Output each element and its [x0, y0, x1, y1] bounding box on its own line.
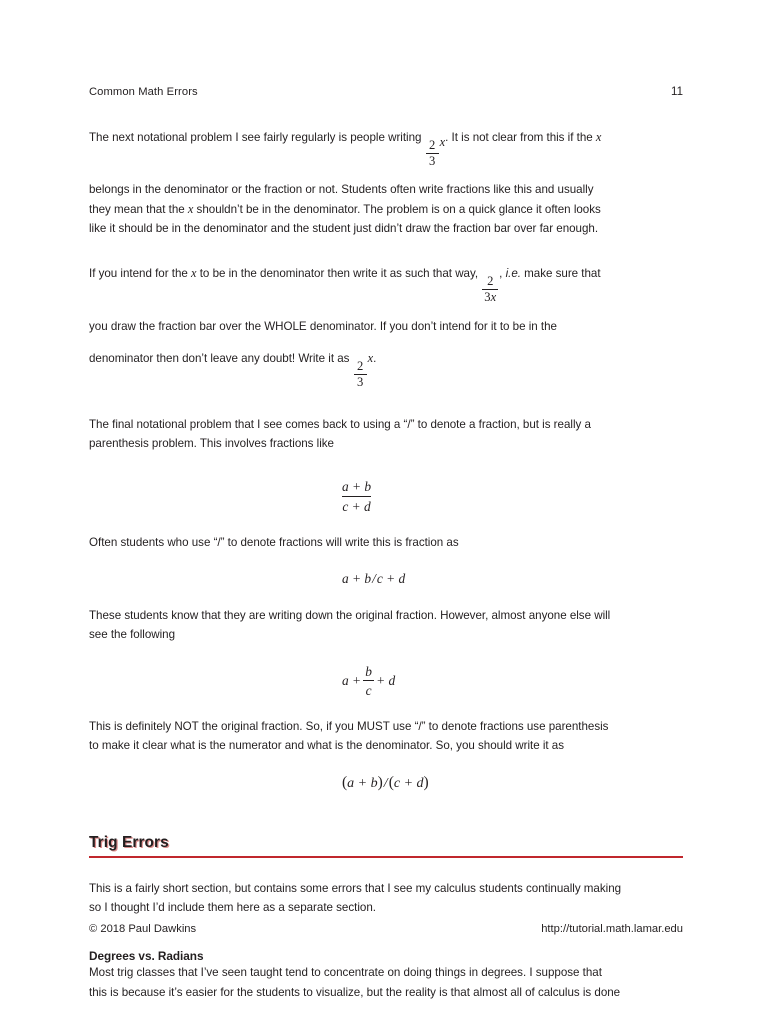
equation-row: [342, 664, 395, 698]
close-paren-2: ): [423, 774, 429, 792]
spacer: [89, 389, 683, 415]
paragraph-trig-intro-2: so I thought I’d include them here as a separate section.: [89, 901, 376, 915]
inline-fraction-two-thirds: [354, 360, 367, 389]
p2-variable: x: [191, 266, 197, 281]
paragraph-definitely-not-2: to make it clear what is the numerator and what is the denominator. So, you should write it as: [89, 738, 564, 752]
paragraph-slash-parenthesis-2: parenthesis problem. This involves fractions like: [89, 436, 334, 450]
p1-after-variable: x: [595, 130, 602, 144]
header-title: Common Math Errors: [89, 86, 198, 98]
equation-inner-1: a + b: [347, 776, 378, 792]
p2-period: .: [373, 352, 377, 366]
spacer: [89, 645, 683, 664]
denominator-coefficient: 3: [484, 290, 491, 305]
close-paren-1: ): [377, 774, 383, 792]
stacked-fraction: [363, 664, 374, 698]
fraction-trailing-variable: x: [367, 351, 374, 366]
paragraph-degrees-radians-1: Most trig classes that I’ve seen taught tend to concentrate on doing things in degrees. I suppose that: [89, 966, 602, 980]
inline-fraction-two-over-three-x: [482, 275, 498, 304]
running-footer: [89, 923, 683, 935]
p1-cont2-variable: x: [187, 201, 194, 216]
open-paren-1: (: [342, 774, 348, 792]
equation-denominator: c + d: [342, 498, 371, 514]
page-number: 11: [671, 86, 683, 98]
paragraph-these-students-1: These students know that they are writing down the original fraction. However, almost anyone else will: [89, 609, 611, 623]
equation-inner-2: c + d: [393, 776, 424, 792]
p2-ie-italic: i.e.: [505, 267, 521, 281]
document-page: [89, 0, 683, 1024]
fraction-numerator: 2: [429, 137, 436, 152]
subsection-heading-degrees-vs-radians: Degrees vs. Radians: [89, 949, 204, 964]
slash-symbol: /: [372, 571, 376, 587]
paragraph-intend-denominator: [89, 264, 683, 303]
spacer: [89, 587, 683, 606]
spacer: [89, 698, 683, 717]
display-equation-stacked-fraction: [89, 479, 683, 514]
paragraph-notational-problem-cont1: belongs in the denominator or the fraction or not. Students often write fractions like this and usually: [89, 183, 594, 197]
p2-after: make sure that: [520, 267, 601, 281]
paragraph-degrees-radians-2: this is because it’s easier for the students to visualize, but the reality is that almost all of calculus is done: [89, 985, 621, 999]
paragraph-these-students-2: see the following: [89, 628, 176, 642]
paragraph-definitely-not-1: This is definitely NOT the original fraction. So, if you MUST use “/” to denote fractions use parenthesis: [89, 719, 609, 733]
spacer: [89, 755, 683, 774]
inline-fraction-two-thirds-x: [426, 139, 439, 168]
paragraph-notational-problem-cont3: like it should be in the denominator and the student just didn’t draw the fraction bar over far enough.: [89, 222, 599, 236]
equation-tail-term: + d: [376, 672, 396, 688]
fraction-denominator: 3: [429, 153, 436, 168]
spacer: [89, 792, 683, 834]
p1-before: The next notational problem I see fairly regularly is people writing: [89, 131, 422, 144]
paragraph-notational-problem-cont2: [89, 200, 683, 219]
fraction-numerator: b: [365, 663, 372, 679]
spacer: [89, 552, 683, 571]
fraction-denominator: 3: [357, 374, 364, 389]
spacer: [89, 336, 683, 349]
paragraph-whole-denominator: you draw the fraction bar over the WHOLE denominator. If you don’t intend for it to be in the: [89, 319, 557, 333]
p2-before-a: If you intend for the: [89, 267, 192, 281]
paragraph-write-it-as: [89, 349, 683, 388]
equation-right-operand: c + d: [376, 571, 406, 587]
fraction-numerator: 2: [487, 274, 494, 289]
fraction-numerator: 2: [357, 358, 364, 373]
display-equation-parenthesized: [89, 774, 683, 792]
fraction-bar: [342, 496, 371, 497]
equation-numerator: a + b: [342, 479, 372, 495]
p1-cont2-b: shouldn’t be in the denominator. The problem is on a quick glance it often looks: [193, 202, 601, 216]
p2-before-b: to be in the denominator then write it as such that way,: [196, 267, 482, 281]
p1-cont2-a: they mean that the: [89, 202, 188, 216]
section-heading-trig-errors: Trig Errors: [89, 834, 169, 852]
p2-cont2: denominator then don’t leave any doubt! Write it as: [89, 352, 350, 366]
fraction-bar: [363, 680, 374, 681]
spacer: [89, 858, 683, 879]
fraction-denominator: [482, 291, 498, 304]
equation-left-operand: a + b: [342, 571, 372, 587]
spacer: [89, 514, 683, 533]
p1-after: . It is not clear from this if the: [445, 131, 596, 144]
denominator-variable: x: [490, 290, 497, 305]
paragraph-trig-intro-1: This is a fairly short section, but contains some errors that I see my calculus students continually making: [89, 881, 622, 895]
display-equation-slash-fraction: [89, 571, 683, 587]
running-header: [89, 86, 683, 98]
paragraph-notational-problem: [89, 128, 683, 167]
p2-after-comma: ,: [499, 267, 506, 281]
spacer: [89, 238, 683, 264]
slash-symbol: /: [383, 776, 388, 792]
paragraph-slash-parenthesis-1: The final notational problem that I see comes back to using a “/” to denote a fraction, but is really a: [89, 417, 591, 431]
document-body: [89, 128, 683, 1002]
footer-url[interactable]: http://tutorial.math.lamar.edu: [541, 923, 683, 935]
stacked-fraction: [342, 479, 371, 514]
paragraph-often-students: Often students who use “/” to denote fractions will write this is fraction as: [89, 535, 459, 549]
footer-copyright: © 2018 Paul Dawkins: [89, 923, 197, 935]
spacer: [89, 167, 683, 180]
equation-lead-term: a +: [342, 672, 362, 688]
display-equation-misread-fraction: [89, 664, 683, 698]
fraction-denominator: c: [365, 682, 372, 698]
spacer: [89, 304, 683, 317]
spacer: [89, 453, 683, 479]
fraction-trailing-variable: x: [439, 135, 446, 150]
open-paren-2: (: [388, 774, 394, 792]
